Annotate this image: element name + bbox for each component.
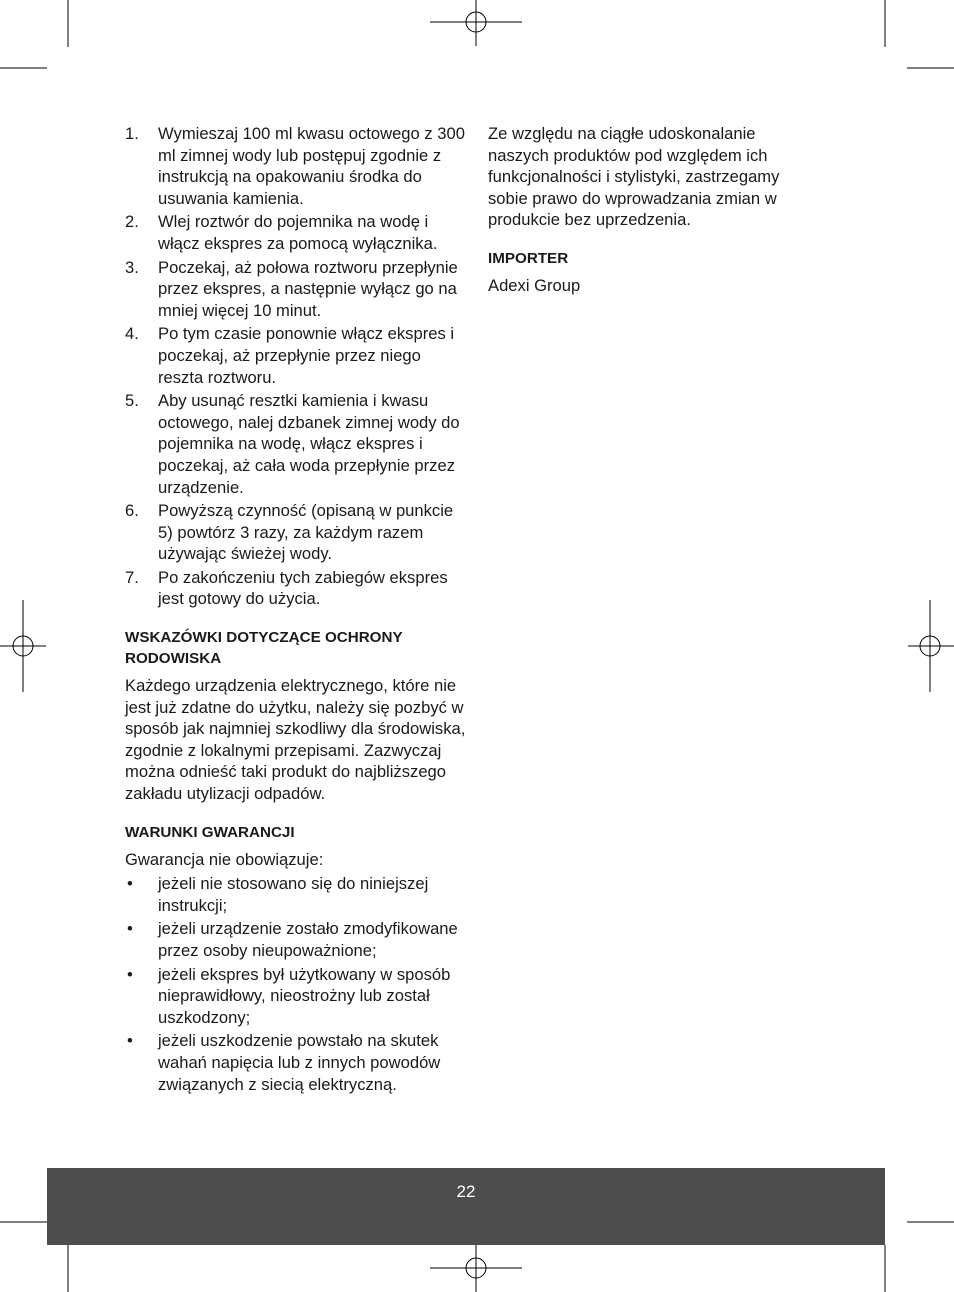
bullet-glyph: • (127, 1031, 133, 1051)
registration-mark-top (430, 0, 522, 46)
step-number: 7. (125, 567, 139, 587)
footer-band (47, 1168, 885, 1245)
importer-name: Adexi Group (488, 275, 581, 295)
right-column (488, 123, 798, 297)
list-item (125, 390, 470, 498)
exclusion-text: jeżeli urządzenie zostało zmodyfikowane przez osoby nieupoważnione; (158, 919, 458, 960)
environment-heading: WSKAZÓWKI DOTYCZĄCE OCHRONY RODOWISKA (125, 629, 403, 668)
step-number: 1. (125, 124, 139, 143)
step-number: 3. (125, 257, 139, 277)
importer-heading: IMPORTER (488, 249, 569, 267)
environment-text: Każdego urządzenia elektrycznego, które nie jest już zdatne do użytku, należy się pozbyć w sposób jak najmniej szkodliwy dla środowiska, zgodnie z lokalnymi przepisami. Zazwyczaj można odnieść taki produkt do najbliższego zakładu utylizacji odpadów. (125, 676, 466, 804)
list-item (125, 500, 470, 565)
step-number: 4. (125, 324, 139, 344)
warranty-exclusions-list (125, 873, 470, 1095)
warranty-heading: WARUNKI GWARANCJI (125, 823, 295, 841)
step-text: Poczekaj, aż połowa roztworu przepłynie przez ekspres, a następnie wyłącz go na mniej więcej 10 minut. (158, 257, 458, 320)
list-item (125, 1030, 470, 1095)
step-text: Po tym czasie ponownie włącz ekspres i poczekaj, aż przepłynie przez niego reszta roztworu. (158, 324, 455, 387)
step-text: Powyższą czynność (opisaną w punkcie 5) powtórz 3 razy, za każdym razem używając świeżej wody. (158, 501, 454, 564)
warranty-intro: Gwarancja nie obowiązuje: (125, 849, 324, 869)
step-text: Wlej roztwór do pojemnika na wodę i włącz ekspres za pomocą wyłącznika. (158, 212, 438, 253)
exclusion-text: jeżeli nie stosowano się do niniejszej instrukcji; (158, 874, 429, 915)
list-item (125, 211, 470, 254)
list-item (125, 873, 470, 916)
step-number: 5. (125, 391, 139, 411)
bullet-glyph: • (127, 874, 133, 894)
step-text: Po zakończeniu tych zabiegów ekspres jest gotowy do użycia. (158, 567, 448, 609)
exclusion-text: jeżeli ekspres był użytkowany w sposób nieprawidłowy, nieostrożny lub został uszkodzony; (158, 964, 451, 1027)
exclusion-text: jeżeli uszkodzenie powstało na skutek wahań napięcia lub z innych powodów związanych z siecią elektryczną. (158, 1031, 441, 1094)
registration-mark-right (908, 600, 954, 692)
list-item (125, 567, 470, 610)
step-text: Wymieszaj 100 ml kwasu octowego z 300 ml zimnej wody lub postępuj zgodnie z instrukcją na opakowaniu środka do usuwania kamienia. (158, 124, 465, 208)
list-item (125, 918, 470, 961)
page-number: 22 (456, 1182, 476, 1201)
list-item (125, 123, 470, 209)
list-item (125, 257, 470, 322)
bullet-glyph: • (127, 919, 133, 939)
step-number: 6. (125, 501, 139, 521)
bullet-glyph: • (127, 964, 133, 984)
disclaimer-text: Ze względu na ciągłe udoskonalanie naszych produktów pod względem ich funkcjonalności i stylistyki, zastrzegamy sobie prawo do wprowadzania zmian w produkcie bez uprzedzenia. (488, 124, 780, 230)
step-text: Aby usunąć resztki kamienia i kwasu octowego, nalej dzbanek zimnej wody do pojemnika na wodę, włącz ekspres i poczekaj, aż cała woda przepłynie przez urządzenie. (158, 391, 460, 497)
list-item (125, 323, 470, 388)
step-number: 2. (125, 212, 139, 232)
registration-mark-bottom (430, 1245, 522, 1292)
registration-mark-left (0, 600, 46, 692)
descaling-steps-list (125, 123, 470, 610)
left-column (125, 123, 470, 1097)
list-item (125, 964, 470, 1029)
